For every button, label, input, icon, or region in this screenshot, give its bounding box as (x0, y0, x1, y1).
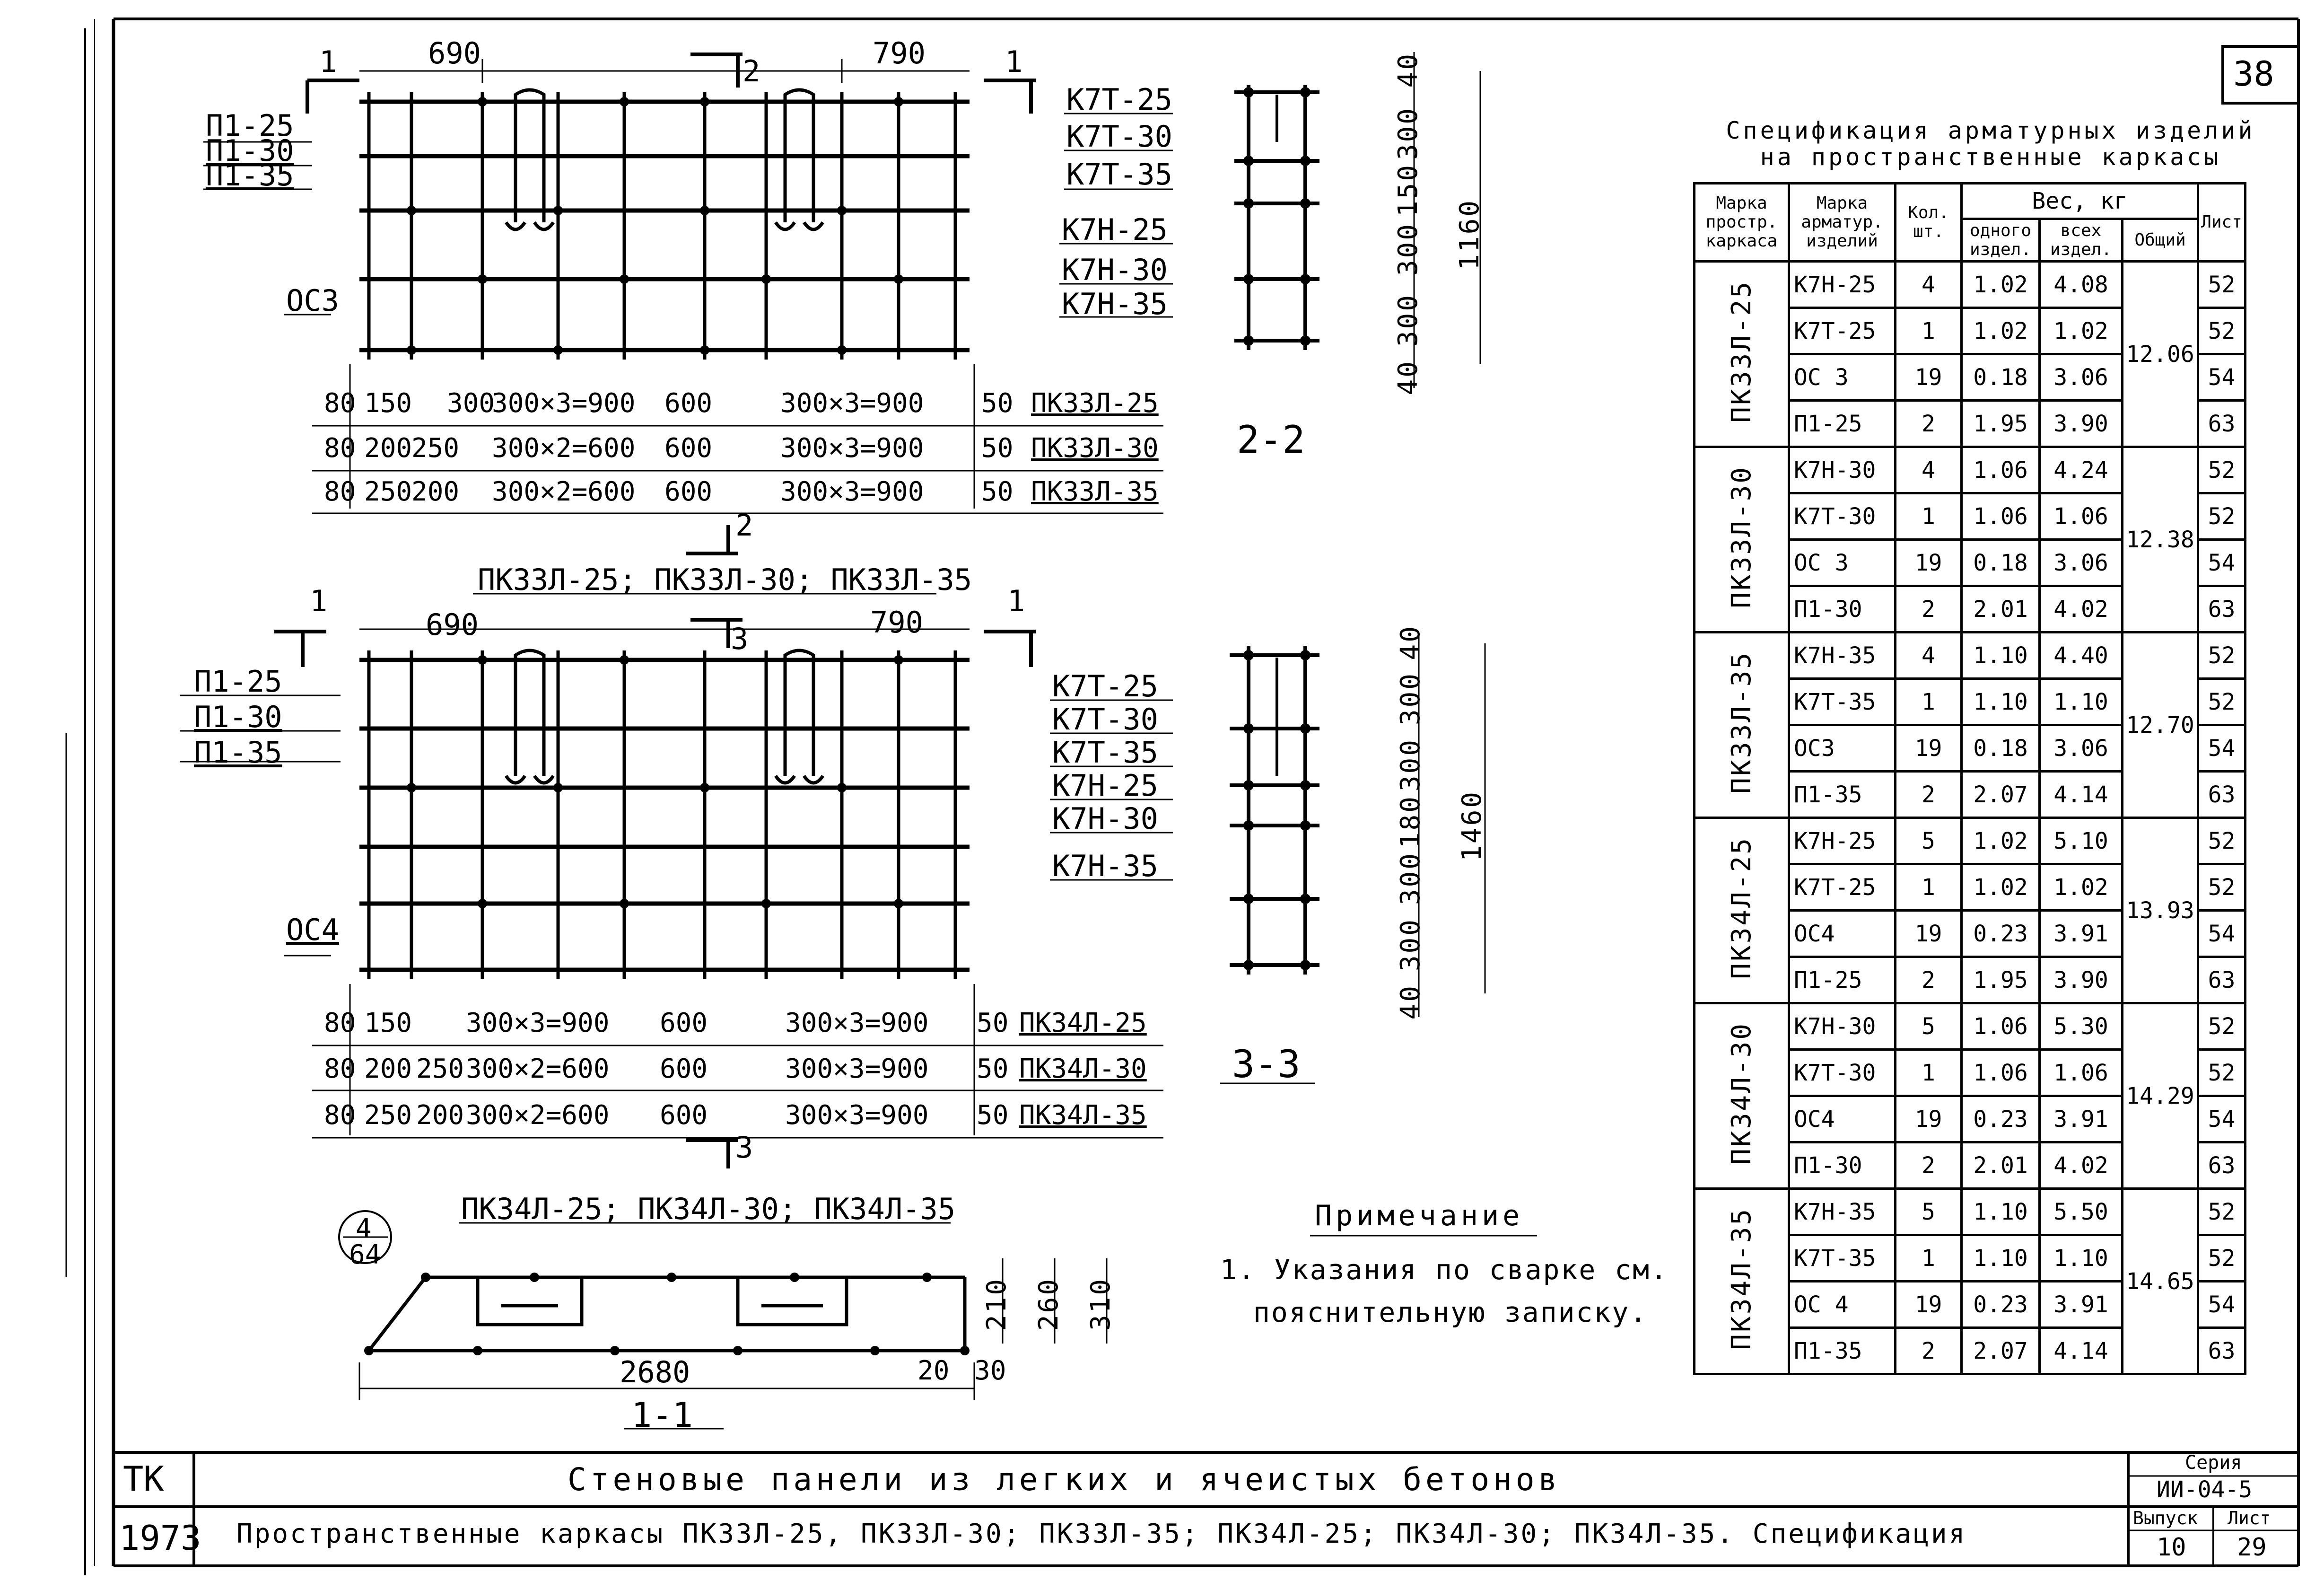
weight-total: 14.29 (2123, 1003, 2198, 1189)
section-3-bottom: 3 (735, 1130, 753, 1165)
sheet-ref: 54 (2198, 1282, 2245, 1328)
qty: 1 (1896, 493, 1962, 540)
sheet-ref: 63 (2198, 1328, 2245, 1374)
frame-cell (1695, 818, 1789, 1003)
dim-cell: 50 (981, 433, 1013, 464)
frame-mark: ПК34Л-35 (1726, 1207, 1757, 1350)
dim-cell: 50 (977, 1008, 1009, 1038)
spec-title (1692, 117, 2289, 170)
sheet-ref: 52 (2198, 679, 2245, 725)
qty: 4 (1896, 632, 1962, 679)
weight-one: 1.10 (1962, 1235, 2040, 1282)
qty: 4 (1896, 262, 1962, 308)
dim-cell: 300×3=900 (785, 1100, 929, 1131)
top-view-caption: ПК33Л-25; ПК33Л-30; ПК33Л-35 (478, 562, 972, 597)
weight-one: 0.23 (1962, 1282, 2040, 1328)
frame-mark: ПК34Л-35 (1019, 1100, 1147, 1131)
title-line-1: Стеновые панели из легких и ячеистых бетонов (568, 1461, 1561, 1498)
dim-cell: 300×3=900 (780, 388, 924, 419)
item-mark: К7Т-30 (1789, 493, 1896, 540)
weight-all: 3.90 (2040, 401, 2123, 447)
weight-all: 4.08 (2040, 262, 2123, 308)
header-sheet: Лист (2198, 184, 2245, 262)
dim-cell: 300×3=900 (780, 433, 924, 464)
issue-label: Выпуск (2133, 1508, 2198, 1528)
right-label-5: К7Н-30 (1062, 253, 1168, 287)
dim-cell: 600 (660, 1054, 708, 1084)
mesh-label-top: ОС3 (286, 283, 339, 318)
weight-one: 1.06 (1962, 493, 2040, 540)
dim-cell: 300×3=900 (785, 1054, 929, 1084)
sheet-ref: 63 (2198, 401, 2245, 447)
dim-cell: 150 (364, 1008, 412, 1038)
frame-mark: ПК33Л-35 (1726, 650, 1757, 794)
sheet-ref: 52 (2198, 1003, 2245, 1050)
weight-all: 4.02 (2040, 586, 2123, 632)
frame-mark: ПК33Л-25 (1031, 388, 1159, 419)
table-row (1695, 1189, 2245, 1235)
header-weight: Вес, кг (1962, 184, 2198, 219)
left-label-1: П1-25 (206, 108, 294, 143)
qty: 5 (1896, 1189, 1962, 1235)
qty: 1 (1896, 864, 1962, 911)
b-dim-top-right: 790 (870, 605, 923, 640)
qty: 19 (1896, 540, 1962, 586)
sheet-ref: 63 (2198, 1142, 2245, 1189)
item-mark: К7Н-30 (1789, 1003, 1896, 1050)
dim-cell: 600 (660, 1008, 708, 1038)
dim-cell: 50 (981, 388, 1013, 419)
weight-one: 1.10 (1962, 632, 2040, 679)
sheet-label: Лист (2228, 1508, 2271, 1528)
sheet-ref: 54 (2198, 911, 2245, 957)
item-mark: ОС4 (1789, 911, 1896, 957)
series-label: Серия (2185, 1452, 2242, 1474)
qty: 1 (1896, 679, 1962, 725)
b-section-1-right: 1 (1007, 584, 1025, 618)
dim-top-right: 790 (873, 36, 926, 70)
dim-cell: 250 (416, 1054, 464, 1084)
dim-cell: 300×2=600 (492, 476, 636, 507)
sheet-ref: 52 (2198, 1189, 2245, 1235)
item-mark: П1-30 (1789, 586, 1896, 632)
weight-all: 1.02 (2040, 864, 2123, 911)
qty: 1 (1896, 1235, 1962, 1282)
dim-cell: 300×3=900 (466, 1008, 610, 1038)
sheet-ref: 52 (2198, 864, 2245, 911)
dim-cell: 300 (447, 388, 495, 419)
section-3-3-title: 3-3 (1232, 1042, 1301, 1086)
item-mark: ОС 3 (1789, 540, 1896, 586)
header-one-item: одного издел. (1962, 219, 2040, 262)
b-right-label-3: К7Т-35 (1052, 735, 1158, 770)
dim-cell: 300×2=600 (466, 1100, 610, 1131)
weight-one: 0.18 (1962, 354, 2040, 401)
qty: 5 (1896, 818, 1962, 864)
right-label-3: К7Т-35 (1066, 157, 1172, 192)
weight-one: 1.95 (1962, 401, 2040, 447)
callout-top: 4 (356, 1213, 372, 1244)
left-label-3: П1-35 (206, 158, 294, 193)
weight-all: 5.10 (2040, 818, 2123, 864)
item-mark: П1-30 (1789, 1142, 1896, 1189)
weight-all: 1.10 (2040, 679, 2123, 725)
dim-cell: 600 (664, 476, 713, 507)
weight-one: 1.06 (1962, 447, 2040, 493)
s33-dim-7: 40 (1395, 984, 1426, 1020)
weight-one: 1.06 (1962, 1050, 2040, 1096)
header-item-mark: Марка арматур. изделий (1789, 184, 1896, 262)
dim-cell: 200 (416, 1100, 464, 1131)
dim-top-left: 690 (428, 36, 481, 70)
section-1-right: 1 (1005, 44, 1023, 79)
header-all-items: всех издел. (2040, 219, 2123, 262)
weight-one: 0.23 (1962, 1096, 2040, 1142)
dim-cell: 300×3=900 (492, 388, 636, 419)
qty: 19 (1896, 911, 1962, 957)
s22-total: 1160 (1454, 199, 1485, 270)
s33-dim-6: 300 (1395, 918, 1426, 972)
note-line-2: пояснительную записку. (1253, 1296, 1648, 1328)
spec-title-line-1: Спецификация арматурных изделий (1726, 117, 2255, 144)
b-section-1-left: 1 (310, 584, 328, 618)
weight-one: 0.23 (1962, 911, 2040, 957)
dim-cell: 150 (364, 388, 412, 419)
weight-one: 2.01 (1962, 586, 2040, 632)
s11-dim-260: 260 (1033, 1277, 1064, 1331)
item-mark: ОС4 (1789, 1096, 1896, 1142)
mesh-label-bottom: ОС4 (286, 913, 339, 947)
dim-cell: 200 (364, 433, 412, 464)
weight-all: 3.91 (2040, 1096, 2123, 1142)
sheet-ref: 52 (2198, 493, 2245, 540)
weight-all: 4.14 (2040, 772, 2123, 818)
qty: 4 (1896, 447, 1962, 493)
s22-dim-2: 300 (1393, 106, 1424, 160)
table-row (1695, 818, 2245, 864)
issue-value: 10 (2157, 1533, 2186, 1562)
qty: 2 (1896, 586, 1962, 632)
table-row (1695, 632, 2245, 679)
qty: 1 (1896, 308, 1962, 354)
weight-one: 1.10 (1962, 679, 2040, 725)
weight-one: 1.02 (1962, 262, 2040, 308)
dim-cell: 50 (977, 1054, 1009, 1084)
weight-all: 1.10 (2040, 1235, 2123, 1282)
weight-all: 3.06 (2040, 725, 2123, 772)
b-left-label-2: П1-30 (194, 700, 282, 734)
frame-cell (1695, 1003, 1789, 1189)
item-mark: К7Н-25 (1789, 818, 1896, 864)
frame-mark: ПК33Л-30 (1726, 465, 1757, 608)
item-mark: ОС 3 (1789, 354, 1896, 401)
item-mark: К7Н-35 (1789, 1189, 1896, 1235)
s11-dim-30: 30 (974, 1355, 1006, 1386)
s22-dim-5: 300 (1393, 293, 1424, 347)
s11-dim-20: 20 (917, 1355, 950, 1386)
b-left-label-1: П1-25 (194, 664, 282, 699)
dim-cell: 80 (324, 1100, 356, 1131)
weight-all: 3.06 (2040, 354, 2123, 401)
note-line-1: 1. Указания по сварке см. (1220, 1254, 1669, 1286)
frame-mark: ПК34Л-30 (1726, 1021, 1757, 1165)
title-line-2: Пространственные каркасы ПК33Л-25, ПК33Л-30; ПК33Л-35; ПК34Л-25; ПК34Л-30; ПК34Л-35. Спецификация (236, 1519, 1967, 1549)
section-2-2-title: 2-2 (1237, 418, 1305, 462)
weight-one: 2.07 (1962, 1328, 2040, 1374)
item-mark: ОС 4 (1789, 1282, 1896, 1328)
frame-mark: ПК33Л-35 (1031, 476, 1159, 507)
item-mark: К7Т-35 (1789, 679, 1896, 725)
weight-one: 0.18 (1962, 540, 2040, 586)
weight-one: 1.02 (1962, 818, 2040, 864)
header-total: Общий (2123, 219, 2198, 262)
weight-all: 3.91 (2040, 1282, 2123, 1328)
frame-mark: ПК34Л-30 (1019, 1054, 1147, 1084)
dim-cell: 300×2=600 (492, 433, 636, 464)
dim-cell: 200 (364, 1054, 412, 1084)
qty: 19 (1896, 1096, 1962, 1142)
item-mark: ОС3 (1789, 725, 1896, 772)
section-1-left: 1 (319, 44, 337, 79)
b-right-label-2: К7Т-30 (1052, 702, 1158, 737)
qty: 19 (1896, 1282, 1962, 1328)
item-mark: П1-25 (1789, 957, 1896, 1003)
dim-cell: 250 (364, 476, 412, 507)
table-row (1695, 447, 2245, 493)
sheet-ref: 52 (2198, 1235, 2245, 1282)
sheet-ref: 63 (2198, 957, 2245, 1003)
sheet-ref: 54 (2198, 1096, 2245, 1142)
weight-one: 1.02 (1962, 308, 2040, 354)
qty: 2 (1896, 1328, 1962, 1374)
qty: 2 (1896, 1142, 1962, 1189)
s33-dim-1: 40 (1395, 624, 1426, 660)
spec-table (1693, 182, 2246, 1375)
dim-cell: 300×3=900 (780, 476, 924, 507)
weight-total: 14.65 (2123, 1189, 2198, 1374)
weight-one: 1.06 (1962, 1003, 2040, 1050)
dim-cell: 50 (977, 1100, 1009, 1131)
item-mark: П1-35 (1789, 772, 1896, 818)
frame-cell (1695, 632, 1789, 818)
frame-mark: ПК34Л-25 (1019, 1008, 1147, 1038)
sheet-ref: 63 (2198, 772, 2245, 818)
b-right-label-5: К7Н-30 (1052, 801, 1158, 836)
weight-all: 5.30 (2040, 1003, 2123, 1050)
dim-cell: 250 (364, 1100, 412, 1131)
sheet-value: 29 (2237, 1533, 2267, 1562)
weight-one: 1.02 (1962, 864, 2040, 911)
weight-all: 1.06 (2040, 493, 2123, 540)
weight-all: 4.40 (2040, 632, 2123, 679)
item-mark: К7Т-35 (1789, 1235, 1896, 1282)
header-qty: Кол. шт. (1896, 184, 1962, 262)
frame-mark: ПК34Л-25 (1726, 836, 1757, 979)
spec-body (1695, 262, 2245, 1374)
sheet-ref: 52 (2198, 1050, 2245, 1096)
right-label-2: К7Т-30 (1066, 119, 1172, 154)
s22-dim-3: 150 (1393, 163, 1424, 217)
item-mark: П1-25 (1789, 401, 1896, 447)
dim-cell: 200 (411, 476, 460, 507)
sheet-ref: 63 (2198, 586, 2245, 632)
frame-cell (1695, 262, 1789, 447)
weight-one: 1.95 (1962, 957, 2040, 1003)
weight-total: 12.06 (2123, 262, 2198, 447)
weight-all: 3.90 (2040, 957, 2123, 1003)
title-code: ТК (123, 1459, 164, 1499)
s33-dim-4: 180 (1395, 795, 1426, 849)
table-row (1695, 1003, 2245, 1050)
weight-total: 12.70 (2123, 632, 2198, 818)
frame-mark: ПК33Л-30 (1031, 433, 1159, 464)
item-mark: К7Н-30 (1789, 447, 1896, 493)
s22-dim-6: 40 (1393, 360, 1424, 395)
callout-bottom: 64 (349, 1239, 381, 1270)
weight-all: 4.02 (2040, 1142, 2123, 1189)
right-label-6: К7Н-35 (1062, 287, 1168, 321)
b-right-label-1: К7Т-25 (1052, 669, 1158, 703)
qty: 5 (1896, 1003, 1962, 1050)
s33-total: 1460 (1457, 790, 1487, 861)
header-frame-mark: Марка простр. каркаса (1695, 184, 1789, 262)
weight-one: 2.07 (1962, 772, 2040, 818)
dim-cell: 600 (664, 388, 713, 419)
section-1-1-title: 1-1 (631, 1395, 693, 1435)
b-dim-top-left: 690 (426, 607, 479, 642)
item-mark: П1-35 (1789, 1328, 1896, 1374)
b-right-label-6: К7Н-35 (1052, 849, 1158, 883)
item-mark: К7Т-25 (1789, 864, 1896, 911)
frame-cell (1695, 1189, 1789, 1374)
dim-cell: 300×3=900 (785, 1008, 929, 1038)
left-label-2: П1-30 (206, 133, 294, 168)
s22-dim-4: 300 (1393, 222, 1424, 276)
weight-all: 4.24 (2040, 447, 2123, 493)
weight-all: 3.91 (2040, 911, 2123, 957)
item-mark: К7Н-25 (1789, 262, 1896, 308)
item-mark: К7Н-35 (1789, 632, 1896, 679)
series-value: ИИ-04-5 (2157, 1476, 2253, 1503)
sheet-ref: 54 (2198, 725, 2245, 772)
sheet-ref: 52 (2198, 262, 2245, 308)
dim-cell: 300×2=600 (466, 1054, 610, 1084)
note-heading: Примечание (1315, 1199, 1524, 1232)
dim-cell: 80 (324, 1054, 356, 1084)
bottom-view-caption: ПК34Л-25; ПК34Л-30; ПК34Л-35 (461, 1192, 956, 1226)
weight-total: 12.38 (2123, 447, 2198, 632)
frame-cell (1695, 447, 1789, 632)
weight-total: 13.93 (2123, 818, 2198, 1003)
title-year: 1973 (119, 1518, 201, 1558)
weight-all: 1.02 (2040, 308, 2123, 354)
qty: 2 (1896, 401, 1962, 447)
section-2-bottom: 2 (735, 508, 753, 543)
qty: 19 (1896, 354, 1962, 401)
s22-dim-1: 40 (1393, 52, 1424, 88)
section-3-marker: 3 (731, 622, 749, 656)
qty: 2 (1896, 772, 1962, 818)
s33-dim-3: 300 (1395, 738, 1426, 792)
qty: 19 (1896, 725, 1962, 772)
dim-cell: 80 (324, 476, 356, 507)
qty: 2 (1896, 957, 1962, 1003)
dim-cell: 80 (324, 1008, 356, 1038)
sheet-ref: 52 (2198, 818, 2245, 864)
dim-cell: 80 (324, 388, 356, 419)
weight-one: 0.18 (1962, 725, 2040, 772)
item-mark: К7Т-30 (1789, 1050, 1896, 1096)
s11-dim-310: 310 (1085, 1277, 1116, 1331)
s11-dim-210: 210 (981, 1277, 1012, 1331)
right-label-1: К7Т-25 (1066, 82, 1172, 117)
sheet-ref: 54 (2198, 540, 2245, 586)
b-left-label-3: П1-35 (194, 735, 282, 770)
dim-cell: 250 (411, 433, 460, 464)
dim-cell: 50 (981, 476, 1013, 507)
spec-title-line-2: на пространственные каркасы (1760, 143, 2221, 171)
dim-cell: 80 (324, 433, 356, 464)
sheet-ref: 52 (2198, 447, 2245, 493)
section-2-marker: 2 (743, 54, 760, 88)
weight-all: 3.06 (2040, 540, 2123, 586)
s11-length: 2680 (620, 1355, 690, 1389)
sheet-ref: 54 (2198, 354, 2245, 401)
table-row (1695, 262, 2245, 308)
frame-mark: ПК33Л-25 (1726, 280, 1757, 423)
weight-one: 1.10 (1962, 1189, 2040, 1235)
sheet-ref: 52 (2198, 308, 2245, 354)
right-label-4: К7Н-25 (1062, 212, 1168, 247)
weight-all: 4.14 (2040, 1328, 2123, 1374)
sheet-number: 38 (2233, 54, 2274, 94)
sheet-ref: 52 (2198, 632, 2245, 679)
s33-dim-5: 300 (1395, 852, 1426, 905)
weight-all: 1.06 (2040, 1050, 2123, 1096)
s33-dim-2: 300 (1395, 672, 1426, 726)
weight-all: 5.50 (2040, 1189, 2123, 1235)
item-mark: К7Т-25 (1789, 308, 1896, 354)
weight-one: 2.01 (1962, 1142, 2040, 1189)
dim-cell: 600 (664, 433, 713, 464)
qty: 1 (1896, 1050, 1962, 1096)
dim-cell: 600 (660, 1100, 708, 1131)
b-right-label-4: К7Н-25 (1052, 768, 1158, 803)
